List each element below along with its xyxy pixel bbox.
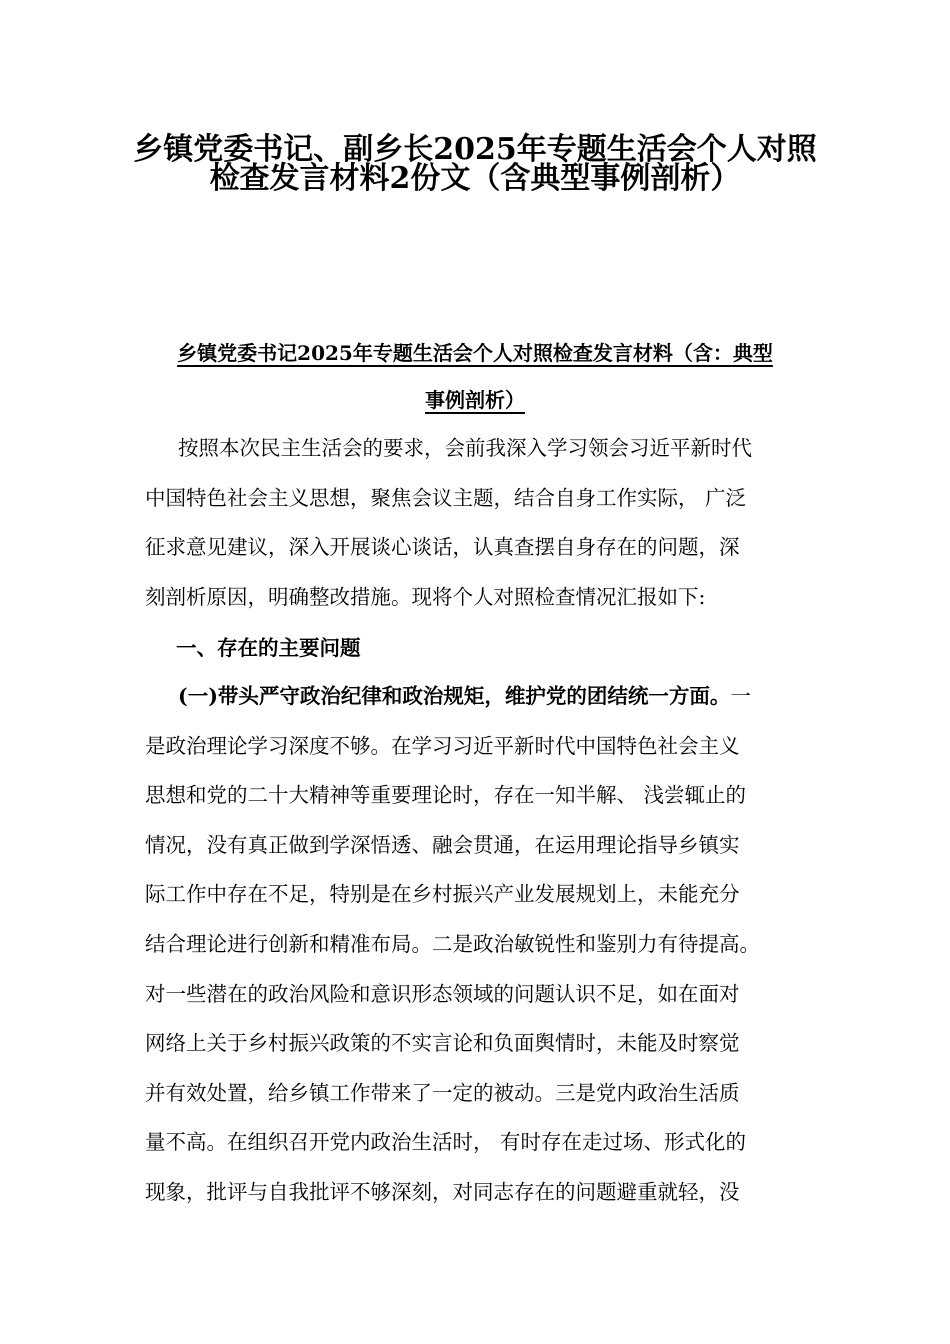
intro-paragraph bbox=[145, 424, 810, 622]
subsection-1-paragraph bbox=[145, 672, 810, 1218]
intro-line: 征求意见建议，深入开展谈心谈话，认真查摆自身存在的问题，深 bbox=[145, 535, 740, 560]
subtitle-line-2: 事例剖析） bbox=[425, 388, 525, 412]
intro-line: 刻剖析原因，明确整改措施。现将个人对照检查情况汇报如下: bbox=[145, 584, 706, 609]
body-line: 思想和党的二十大精神等重要理论时，存在一知半解、 浅尝辄止的 bbox=[145, 783, 747, 808]
subtitle-line-1: 乡镇党委书记2025年专题生活会个人对照检查发言材料（含：典型 bbox=[177, 341, 773, 365]
subsection-1-heading: (一)带头严守政治纪律和政治规矩，维护党的团结统一方面。 bbox=[178, 684, 731, 708]
body-line: 结合理论进行创新和精准布局。二是政治敏锐性和鉴别力有待提高。 bbox=[145, 931, 760, 956]
section-heading-1: 一、存在的主要问题 bbox=[176, 636, 361, 660]
body-line: 现象，批评与自我批评不够深刻，对同志存在的问题避重就轻，没 bbox=[145, 1179, 740, 1204]
body-line: 际工作中存在不足，特别是在乡村振兴产业发展规划上，未能充分 bbox=[145, 882, 740, 907]
document-title-line-2 bbox=[120, 157, 830, 201]
body-line: 对一些潜在的政治风险和意识形态领域的问题认识不足，如在面对 bbox=[145, 981, 740, 1006]
intro-line: 中国特色社会主义思想，聚焦会议主题，结合自身工作实际， 广泛 bbox=[145, 485, 747, 510]
subsection-1-first-rest: 一 bbox=[730, 684, 751, 708]
subsection-1-first-line bbox=[145, 672, 810, 722]
document-title-line-2-text: 检查发言材料2份文（含典型事例剖析） bbox=[209, 161, 741, 196]
intro-line: 按照本次民主生活会的要求，会前我深入学习领会习近平新时代 bbox=[178, 436, 752, 460]
document-title-line-1: 乡镇党委书记、副乡长2025年专题生活会个人对照 bbox=[133, 132, 817, 167]
body-line: 并有效处置，给乡镇工作带来了一定的被动。三是党内政治生活质 bbox=[145, 1080, 740, 1105]
body-line: 是政治理论学习深度不够。在学习习近平新时代中国特色社会主义 bbox=[145, 733, 740, 758]
body-line: 情况，没有真正做到学深悟透、融会贯通，在运用理论指导乡镇实 bbox=[145, 832, 740, 857]
body-line: 量不高。在组织召开党内政治生活时， 有时存在走过场、形式化的 bbox=[145, 1130, 747, 1155]
body-line: 网络上关于乡村振兴政策的不实言论和负面舆情时，未能及时察觉 bbox=[145, 1031, 740, 1056]
